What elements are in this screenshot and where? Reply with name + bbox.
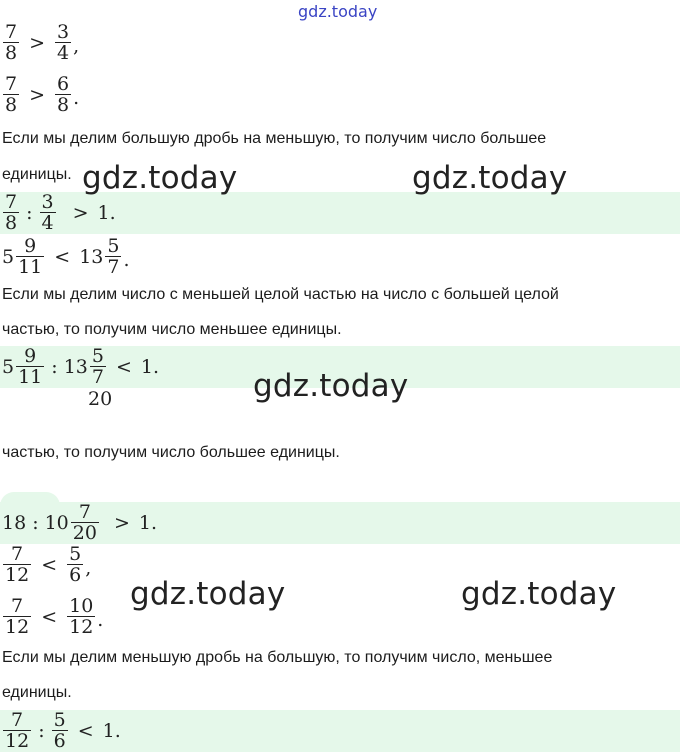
fraction: $\frac{6}{8}$ xyxy=(57,73,70,116)
inequality-1a: $\frac{7}{8}$ > $\frac{3}{4}$ , xyxy=(5,21,80,64)
watermark: gdz.today xyxy=(82,160,238,196)
fraction: $\frac{7}{8}$ xyxy=(5,191,18,234)
inequality-2a: 5 $\frac{9}{11}$ < 13 $\frac{5}{7}$ . xyxy=(2,235,130,278)
explanation-2a: Если мы делим число с меньшей целой частью на число с большей целой xyxy=(2,286,559,303)
watermark: gdz.today xyxy=(130,576,286,612)
fraction: $\frac{10}{12}$ xyxy=(69,595,94,638)
overlap-denominator: 20 xyxy=(88,388,113,410)
explanation-1a: Если мы делим большую дробь на меньшую, то получим число большее xyxy=(2,130,547,147)
fraction: $\frac{7}{12}$ xyxy=(5,709,30,752)
explanation-3a: частью, то получим число большее единицы. xyxy=(2,444,340,461)
fraction: $\frac{3}{4}$ xyxy=(41,191,54,234)
explanation-2b: частью, то получим число меньшее единицы. xyxy=(2,321,342,338)
result-3: 18 : 10 $\frac{7}{20}$ > 1. xyxy=(2,501,158,544)
watermark-top: gdz.today xyxy=(298,2,378,21)
result-4: $\frac{7}{12}$ : $\frac{5}{6}$ < 1. xyxy=(5,709,121,752)
explanation-4a: Если мы делим меньшую дробь на большую, то получим число, меньшее xyxy=(2,649,553,666)
fraction: $\frac{5}{6}$ xyxy=(69,543,82,586)
fraction: $\frac{9}{11}$ xyxy=(18,345,43,388)
result-2: 5 $\frac{9}{11}$ : 13 $\frac{5}{7}$ < 1. xyxy=(2,345,160,388)
result-1: $\frac{7}{8}$ : $\frac{3}{4}$ > 1. xyxy=(5,191,116,234)
inequality-4a: $\frac{7}{12}$ < $\frac{5}{6}$ , xyxy=(5,543,92,586)
watermark: gdz.today xyxy=(461,576,617,612)
inequality-1b: $\frac{7}{8}$ > $\frac{6}{8}$ . xyxy=(5,73,80,116)
fraction: $\frac{7}{8}$ xyxy=(5,73,18,116)
watermark: gdz.today xyxy=(253,368,409,404)
fraction: $\frac{5}{7}$ xyxy=(107,235,120,278)
fraction: $\frac{3}{4}$ xyxy=(57,21,70,64)
fraction: $\frac{7}{8}$ xyxy=(5,21,18,64)
watermark: gdz.today xyxy=(412,160,568,196)
fraction: $\frac{7}{20}$ xyxy=(72,501,97,544)
explanation-4b: единицы. xyxy=(2,684,72,701)
fraction: $\frac{5}{6}$ xyxy=(53,709,66,752)
fraction: $\frac{5}{7}$ xyxy=(91,345,104,388)
fraction: $\frac{7}{12}$ xyxy=(5,543,30,586)
inequality-4b: $\frac{7}{12}$ < $\frac{10}{12}$ . xyxy=(5,595,104,638)
fraction: $\frac{7}{12}$ xyxy=(5,595,30,638)
explanation-1b: единицы. xyxy=(2,166,72,183)
fraction: $\frac{9}{11}$ xyxy=(18,235,43,278)
